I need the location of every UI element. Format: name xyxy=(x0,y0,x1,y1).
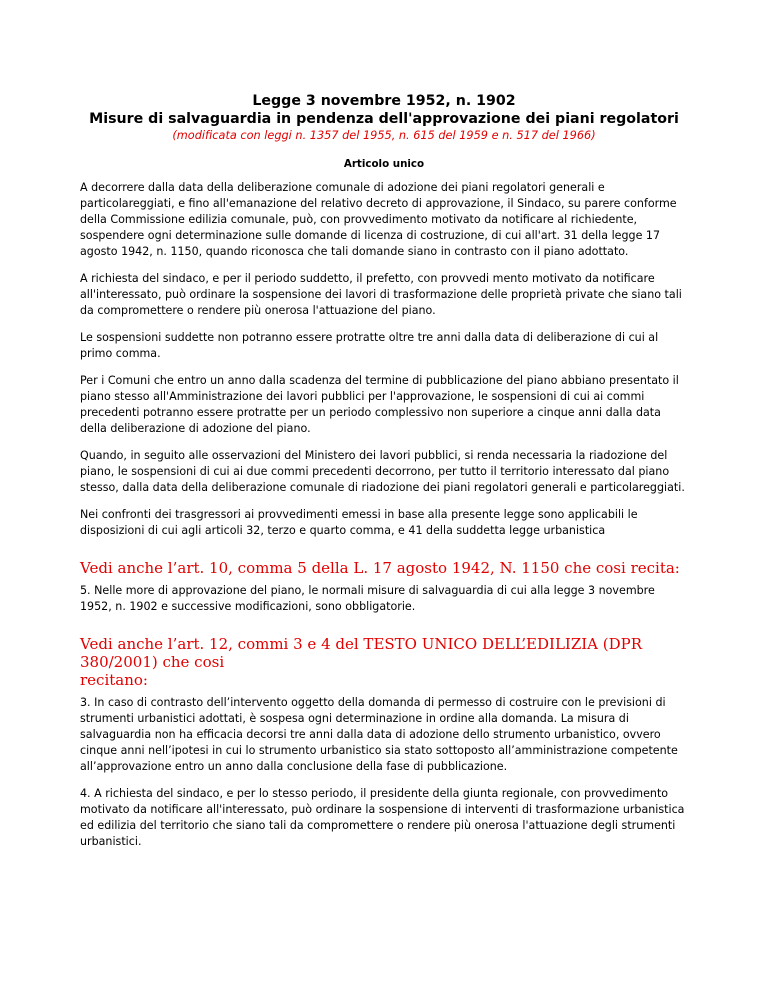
amendments-note: (modificata con leggi n. 1357 del 1955, n. 615 del 1959 e n. 517 del 1966) xyxy=(172,129,596,142)
article-paragraph-2: A richiesta del sindaco, e per il periodo suddetto, il prefetto, con provvedi mento motivato da notificare all'interessato, può ordinare la sospensione dei lavori di trasformazione delle proprietà private che siano tali da compromettere o rendere più onerosa l'attuazione del piano. xyxy=(80,272,682,317)
article-paragraph-5: Quando, in seguito alle osservazioni del Ministero dei lavori pubblici, si renda necessaria la riadozione del piano, le sospensioni di cui ai due commi precedenti decorrono, per tutto il territorio interessato dal piano stesso, dalla data della deliberazione comunale di riadozione dei piani regolatori generali e particolareggiati. xyxy=(80,449,685,494)
art12-paragraph-3: 3. In caso di contrasto dell’intervento oggetto della domanda di permesso di costruire con le previsioni di strumenti urbanistici adottati, è sospesa ogni determinazione in ordine alla domanda. La misura di salvaguardia non ha efficacia decorsi tre anni dalla data di adozione dello strumento urbanistico, ovvero cinque anni nell’ipotesi in cui lo strumento urbanistico sia stato sottoposto all’amministrazione competente all’approvazione entro un anno dalla conclusione della fase di pubblicazione. xyxy=(80,696,678,773)
law-title xyxy=(80,92,688,128)
art10-paragraph-5: 5. Nelle more di approvazione del piano, le normali misure di salvaguardia di cui alla legge 3 novembre 1952, n. 1902 e successive modificazioni, sono obbligatorie. xyxy=(80,584,655,613)
article-heading: Articolo unico xyxy=(343,158,425,170)
article-paragraph-1: A decorrere dalla data della deliberazione comunale di adozione dei piani regolatori generali e particolareggiati, e fino all'emanazione del relativo decreto di approvazione, il Sindaco, su parere conforme della Commissione edilizia comunale, può, con provvedimento motivato da notificare al richiedente, sospendere ogni determinazione sulle domande di licenza di costruzione, di cui all'art. 31 della legge 17 agosto 1942, n. 1150, quando riconosca che tali domande siano in contrasto con il piano adottato. xyxy=(80,181,677,258)
article-paragraph-4: Per i Comuni che entro un anno dalla scadenza del termine di pubblicazione del piano abbiano presentato il piano stesso all'Amministrazione dei lavori pubblici per l'approvazione, le sospensioni di cui ai commi precedenti potranno essere protratte per un periodo complessivo non superiore a cinque anni dalla data della deliberazione di adozione del piano. xyxy=(80,374,679,435)
law-title-line1: Legge 3 novembre 1952, n. 1902 xyxy=(252,93,516,109)
section-heading-art10: Vedi anche l’art. 10, comma 5 della L. 17 agosto 1942, N. 1150 che cosi recita: xyxy=(80,559,680,577)
article-paragraph-3: Le sospensioni suddette non potranno essere protratte oltre tre anni dalla data di deliberazione di cui al primo comma. xyxy=(80,331,659,360)
section-heading-art12: Vedi anche l’art. 12, commi 3 e 4 del TESTO UNICO DELL’EDILIZIA (DPR 380/2001) che cosi recitano: xyxy=(80,635,643,689)
law-title-line2: Misure di salvaguardia in pendenza dell'approvazione dei piani regolatori xyxy=(89,111,679,127)
art12-paragraph-4: 4. A richiesta del sindaco, e per lo stesso periodo, il presidente della giunta regionale, con provvedimento motivato da notificare all'interessato, può ordinare la sospensione di interventi di trasformazione urbanistica ed edilizia del territorio che siano tali da compromettere o rendere più onerosa l'attuazione degli strumenti urbanistici. xyxy=(80,787,685,848)
article-paragraph-6: Nei confronti dei trasgressori ai provvedimenti emessi in base alla presente legge sono applicabili le disposizioni di cui agli articoli 32, terzo e quarto comma, e 41 della suddetta legge urbanistica xyxy=(80,508,638,537)
